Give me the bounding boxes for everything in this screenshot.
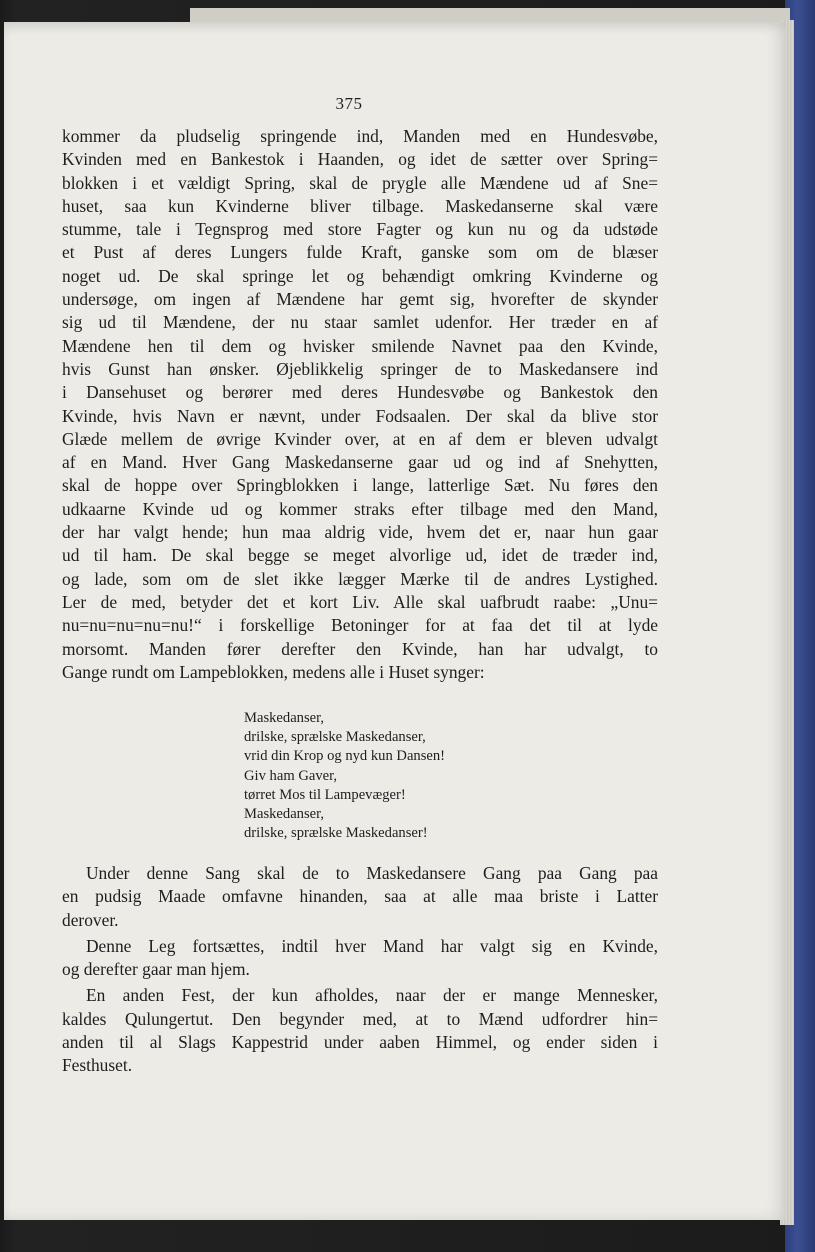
page-number: 375: [335, 94, 363, 113]
text-line: Gange rundt om Lampeblokken, medens alle i Huset synger:: [62, 661, 485, 682]
poem-line: vrid din Krop og nyd kun Dansen!: [244, 748, 446, 765]
text-line: derover.: [62, 909, 119, 930]
text-line: Ler de med, betyder det et kort Liv. Alle skal uafbrudt raabe: „Unu=: [62, 591, 658, 612]
text-line: en pudsig Maade omfavne hinanden, saa at alle maa briste i Latter: [62, 886, 658, 907]
text-line: noget ud. De skal springe let og behændigt omkring Kvinderne og: [62, 265, 658, 286]
poem-line: tørret Mos til Lampevæger!: [244, 786, 406, 803]
text-line: et Pust af deres Lungers fulde Kraft, ganske som om de blæser: [62, 242, 658, 263]
text-line: huset, saa kun Kvinderne bliver tilbage. Maskedanserne skal være: [62, 195, 658, 216]
paragraph-1: [62, 125, 658, 684]
text-line: kaldes Qulungertut. Den begynder med, at to Mænd udfordrer hin=: [62, 1008, 658, 1029]
poem-line: Giv ham Gaver,: [244, 767, 338, 784]
poem-line: drilske, sprælske Maskedanser!: [244, 825, 428, 842]
text-line: Under denne Sang skal de to Maskedansere Gang paa Gang paa: [86, 863, 658, 883]
text-line: Denne Leg fortsættes, indtil hver Mand har valgt sig en Kvinde,: [86, 935, 658, 956]
text-line: En anden Fest, der kun afholdes, naar der er mange Mennesker,: [86, 985, 658, 1006]
text-line: kommer da pludselig springende ind, Manden med en Hundesvøbe,: [62, 126, 658, 146]
text-line: hvis Gunst han ønsker. Øjeblikkelig springer de to Maskedansere ind: [62, 358, 658, 379]
text-line: stumme, tale i Tegnsprog med store Fagter og kun nu og da udstøde: [62, 219, 658, 240]
text-line: anden til al Slags Kappestrid under aaben Himmel, og ender siden i: [62, 1032, 658, 1053]
poem-line: Maskedanser,: [244, 805, 325, 822]
text-line: i Dansehuset og berører med deres Hundesvøbe og Bankestok den: [62, 382, 658, 403]
book-page: [4, 22, 786, 1220]
text-line: af en Mand. Hver Gang Maskedanserne gaar ud og ind af Snehytten,: [62, 452, 658, 473]
text-line: Kvinden med en Bankestok i Haanden, og idet de sætter over Spring=: [62, 149, 658, 170]
text-line: skal de hoppe over Springblokken i lange, latterlige Sæt. Nu føres den: [62, 475, 658, 496]
text-line: nu=nu=nu=nu=nu!“ i forskellige Betoninger for at faa det til at lyde: [62, 615, 658, 636]
poem-line: drilske, sprælske Maskedanser,: [244, 729, 426, 746]
poem-verse: [244, 709, 445, 843]
text-line: Festhuset.: [62, 1055, 133, 1076]
text-line: ud til ham. De skal begge se meget alvorlige ud, idet de træder ind,: [62, 545, 658, 566]
text-line: Kvinde, hvis Navn er nævnt, under Fodsaalen. Der skal da blive stor: [62, 405, 658, 426]
text-line: og derefter gaar man hjem.: [62, 959, 250, 980]
text-line: der har valgt hende; hun maa aldrig vide, hvem det er, naar hun gaar: [62, 522, 658, 543]
text-line: og lade, som om de slet ikke lægger Mærke til de andres Lystighed.: [62, 568, 658, 589]
text-line: Mændene hen til dem og hvisker smilende Navnet paa den Kvinde,: [62, 335, 658, 356]
closing-paragraphs: [62, 862, 658, 1078]
text-line: udkaarne Kvinde ud og kommer straks efter tilbage med den Mand,: [62, 498, 658, 519]
text-line: morsomt. Manden fører derefter den Kvinde, han har udvalgt, to: [62, 638, 658, 659]
text-line: undersøge, om ingen af Mændene har gemt sig, hvorefter de skynder: [62, 289, 658, 310]
text-line: Glæde mellem de øvrige Kvinder over, at en af dem er bleven udvalgt: [62, 428, 658, 449]
poem-line: Maskedanser,: [244, 710, 325, 726]
text-line: sig ud til Mændene, der nu staar samlet udenfor. Her træder en af: [62, 312, 658, 333]
text-line: blokken i et vældigt Spring, skal de prygle alle Mændene ud af Sne=: [62, 172, 658, 193]
